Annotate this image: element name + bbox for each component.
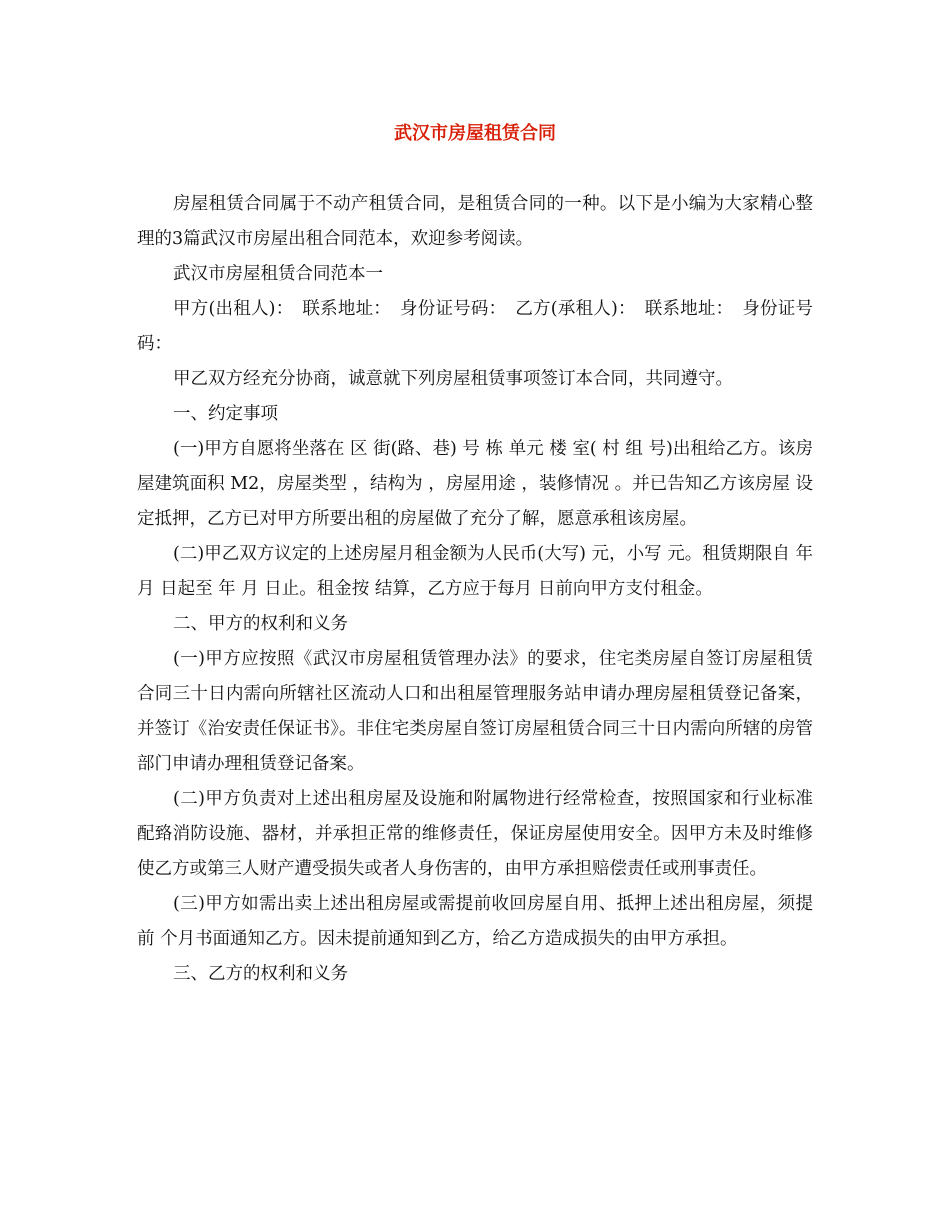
clause-1-2: (二)甲乙双方议定的上述房屋月租金额为人民币(大写) 元，小写 元。租赁期限自 年 月 日起至 年 月 日止。租金按 结算，乙方应于每月 日前向甲方支付租金。: [137, 544, 813, 599]
section-heading-agreed-matters: 一、约定事项: [173, 404, 278, 424]
clause-2-1: (一)甲方应按照《武汉市房屋租赁管理办法》的要求，住宅类房屋自签订房屋租赁合同三十日内需向所辖社区流动人口和出租屋管理服务站申请办理房屋租赁登记备案，并签订《治安责任保证书》。非住宅类房屋自签订房屋租赁合同三十日内需向所辖的房管部门申请办理租赁登记备案。: [137, 649, 813, 774]
section-heading-party-b: 三、乙方的权利和义务: [173, 964, 348, 984]
party-info-paragraph: 甲方(出租人)： 联系地址： 身份证号码： 乙方(承租人)： 联系地址： 身份证号码：: [137, 299, 813, 354]
section-heading-party-a: 二、甲方的权利和义务: [173, 614, 348, 634]
document-body: [137, 187, 813, 992]
section-heading-template-1: 武汉市房屋租赁合同范本一: [173, 264, 383, 284]
clause-2-2: (二)甲方负责对上述出租房屋及设施和附属物进行经常检查，按照国家和行业标准配臵消防设施、器材，并承担正常的维修责任，保证房屋使用安全。因甲方未及时维修使乙方或第三人财产遭受损失或者人身伤害的，由甲方承担赔偿责任或刑事责任。: [137, 789, 813, 879]
clause-1-1: (一)甲方自愿将坐落在 区 街(路、巷) 号 栋 单元 楼 室( 村 组 号)出租给乙方。该房屋建筑面积 M2，房屋类型 ，结构为 ，房屋用途 ，装修情况 。并已告知乙方该房屋 设定抵押，乙方已对甲方所要出租的房屋做了充分了解，愿意承租该房屋。: [137, 439, 813, 529]
document-title: 武汉市房屋租赁合同: [394, 123, 556, 144]
agreement-paragraph: 甲乙双方经充分协商，诚意就下列房屋租赁事项签订本合同，共同遵守。: [173, 369, 733, 389]
clause-2-3: (三)甲方如需出卖上述出租房屋或需提前收回房屋自用、抵押上述出租房屋，须提前 个月书面通知乙方。因未提前通知到乙方，给乙方造成损失的由甲方承担。: [137, 894, 813, 949]
intro-paragraph: 房屋租赁合同属于不动产租赁合同，是租赁合同的一种。以下是小编为大家精心整理的3篇武汉市房屋出租合同范本，欢迎参考阅读。: [137, 194, 813, 249]
